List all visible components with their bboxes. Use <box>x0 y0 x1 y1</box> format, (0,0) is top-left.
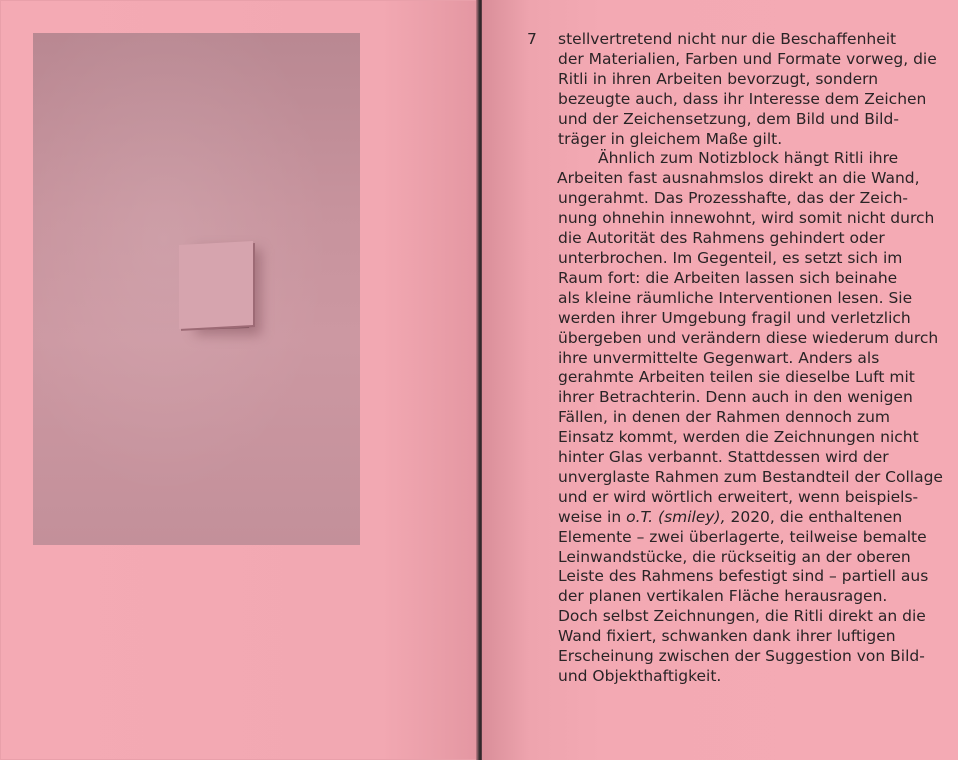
text-line: Leinwandstücke, die rückseitig an der oberen <box>558 547 911 566</box>
text-line: Elemente – zwei überlagerte, teilweise bemalte <box>558 527 927 546</box>
text-line-with-title <box>558 508 936 528</box>
text-line: Raum fort: die Arbeiten lassen sich beinahe <box>558 268 898 287</box>
text-line: ihre unvermittelte Gegenwart. Anders als <box>558 348 880 367</box>
text-line: der Materialien, Farben und Formate vorweg, die <box>558 49 937 68</box>
text-line: und der Zeichensetzung, dem Bild und Bild- <box>558 109 899 128</box>
sticky-note-icon <box>179 241 253 329</box>
work-title: o.T. (smiley), <box>626 507 726 526</box>
body-text <box>557 30 943 687</box>
text-line: die Autorität des Rahmens gehindert oder <box>558 229 885 248</box>
text-line: Erscheinung zwischen der Suggestion von Bild- <box>558 647 925 666</box>
text-line: Ähnlich zum Notizblock hängt Ritli ihre <box>598 149 899 168</box>
wall-photo <box>33 33 360 545</box>
text-line: und Objekthaftigkeit. <box>558 667 722 685</box>
text-line: träger in gleichem Maße gilt. <box>558 129 783 148</box>
page-number: 7 <box>527 30 537 48</box>
text-line: ihrer Betrachterin. Denn auch in den wenigen <box>558 388 913 407</box>
text-line: Einsatz kommt, werden die Zeichnungen nicht <box>558 428 919 447</box>
text-line: Doch selbst Zeichnungen, die Ritli direkt an die <box>558 607 926 626</box>
text-line: Arbeiten fast ausnahmslos direkt an die Wand, <box>557 169 920 188</box>
text-line: und er wird wörtlich erweitert, wenn beispiels- <box>558 487 919 506</box>
text-line: bezeugte auch, dass ihr Interesse dem Zeichen <box>558 89 927 108</box>
text-line: Leiste des Rahmens befestigt sind – partiell aus <box>558 567 929 586</box>
text-line: ungerahmt. Das Prozesshafte, das der Zeich- <box>558 189 908 208</box>
text-line: unterbrochen. Im Gegenteil, es setzt sich im <box>558 248 903 267</box>
text-fragment: 2020, die enthaltenen <box>725 507 903 526</box>
left-page <box>0 0 478 760</box>
text-line: nung ohnehin innewohnt, wird somit nicht durch <box>558 209 935 228</box>
text-line: als kleine räumliche Interventionen lesen. Sie <box>558 288 913 307</box>
text-line: unverglaste Rahmen zum Bestandteil der Collage <box>558 467 943 486</box>
text-line: Wand fixiert, schwanken dank ihrer luftigen <box>558 627 896 646</box>
text-line: übergeben und verändern diese wiederum durch <box>558 328 939 347</box>
text-line: Fällen, in denen der Rahmen dennoch zum <box>558 408 891 427</box>
text-line: hinter Glas verbannt. Stattdessen wird der <box>558 448 889 467</box>
text-line: Ritli in ihren Arbeiten bevorzugt, sondern <box>558 69 879 88</box>
text-line: gerahmte Arbeiten teilen sie dieselbe Luft mit <box>558 368 915 387</box>
text-line: der planen vertikalen Fläche herausragen. <box>558 587 888 606</box>
text-line: werden ihrer Umgebung fragil und verletzlich <box>558 308 911 327</box>
text-fragment: weise in <box>558 507 627 526</box>
text-line: stellvertretend nicht nur die Beschaffenheit <box>558 30 897 48</box>
